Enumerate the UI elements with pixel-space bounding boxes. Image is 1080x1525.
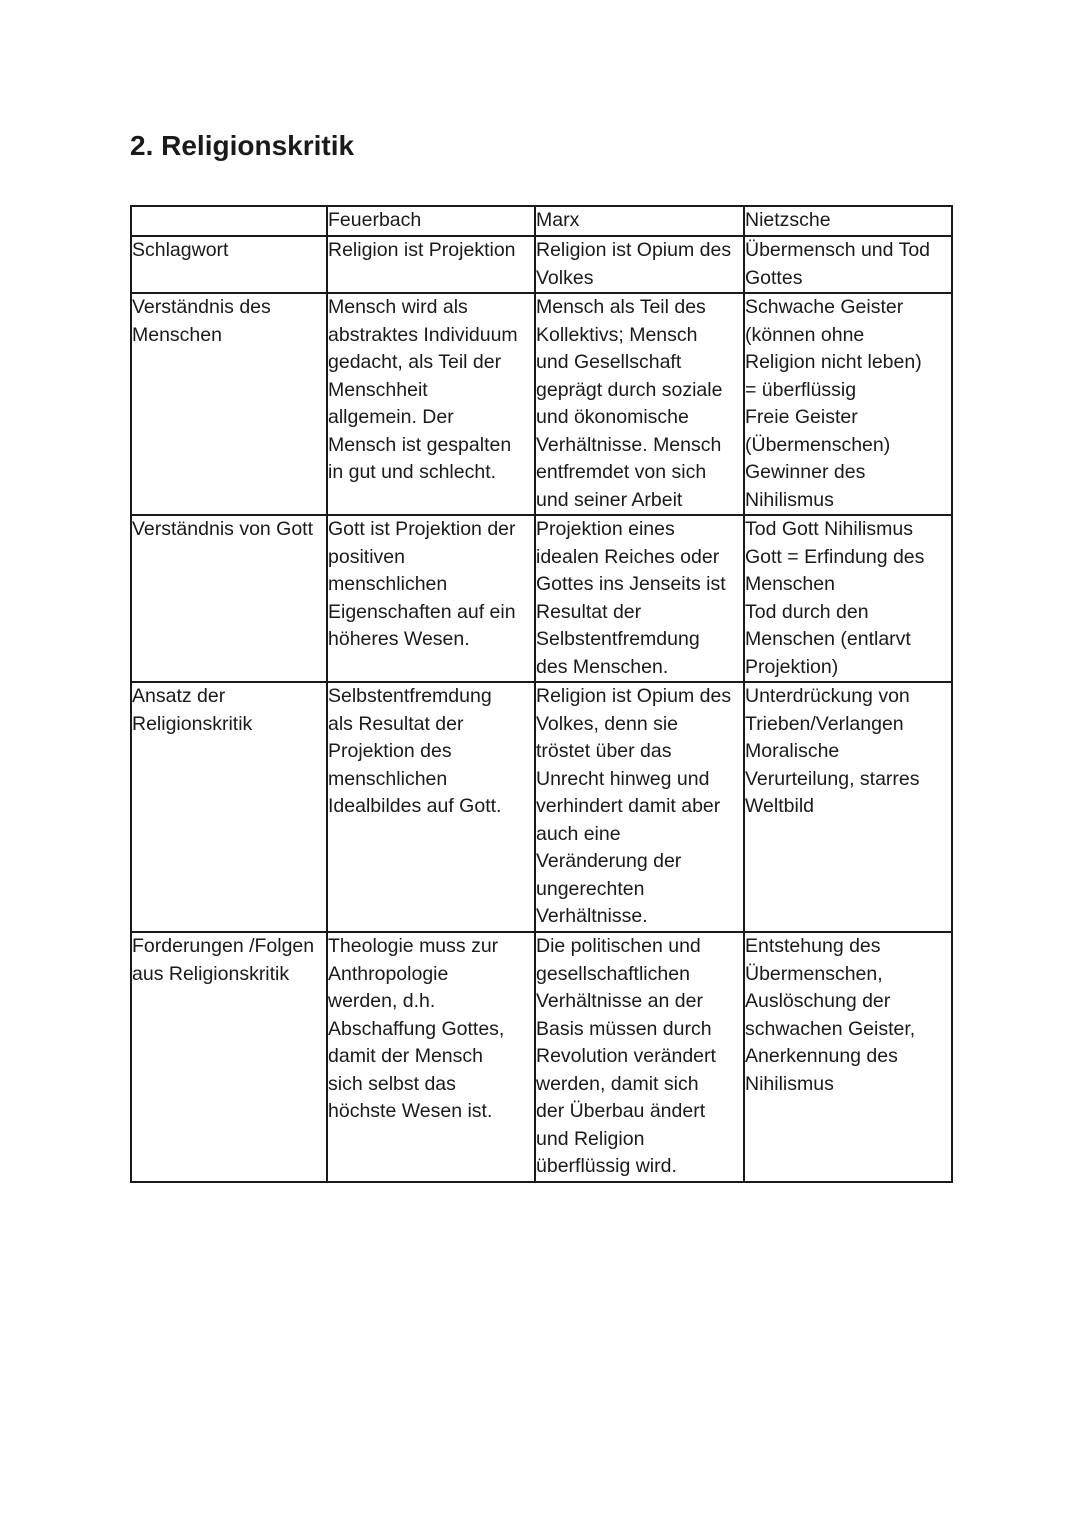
cell-marx: Die politischen und gesellschaftlichen Verhältnisse an der Basis müssen durch Revolution verändert werden, damit sich der Überbau ändert und Religion überflüssig wird.: [535, 932, 744, 1182]
row-label: Schlagwort: [131, 236, 327, 293]
cell-feuerbach: Mensch wird als abstraktes Individuum gedacht, als Teil der Menschheit allgemein. Der Mensch ist gespalten in gut und schlecht.: [327, 293, 535, 515]
cell-feuerbach: Gott ist Projektion der positiven menschlichen Eigenschaften auf ein höheres Wesen.: [327, 515, 535, 682]
header-cell-blank: [131, 206, 327, 236]
cell-marx: Religion ist Opium des Volkes: [535, 236, 744, 293]
table-header-row: [131, 206, 952, 236]
cell-nietzsche: Tod Gott Nihilismus Gott = Erfindung des Menschen Tod durch den Menschen (entlarvt Projektion): [744, 515, 952, 682]
cell-feuerbach: Theologie muss zur Anthropologie werden, d.h. Abschaffung Gottes, damit der Mensch sich selbst das höchste Wesen ist.: [327, 932, 535, 1182]
cell-nietzsche: Schwache Geister (können ohne Religion nicht leben) = überflüssig Freie Geister (Übermenschen) Gewinner des Nihilismus: [744, 293, 952, 515]
page-title: 2. Religionskritik: [130, 130, 355, 161]
header-cell-marx: Marx: [535, 206, 744, 236]
row-label: Verständnis von Gott: [131, 515, 327, 682]
table-row-ansatz: [131, 682, 952, 932]
table-row-verstaendnis-gott: [131, 515, 952, 682]
religionskritik-table: [130, 205, 953, 1183]
cell-feuerbach: Selbstentfremdung als Resultat der Projektion des menschlichen Idealbildes auf Gott.: [327, 682, 535, 932]
cell-marx: Projektion eines idealen Reiches oder Gottes ins Jenseits ist Resultat der Selbstentfremdung des Menschen.: [535, 515, 744, 682]
cell-marx: Religion ist Opium des Volkes, denn sie tröstet über das Unrecht hinweg und verhindert damit aber auch eine Veränderung der ungerechten Verhältnisse.: [535, 682, 744, 932]
cell-nietzsche: Übermensch und Tod Gottes: [744, 236, 952, 293]
table-row-schlagwort: [131, 236, 952, 293]
header-cell-feuerbach: Feuerbach: [327, 206, 535, 236]
row-label: Verständnis des Menschen: [131, 293, 327, 515]
cell-nietzsche: Unterdrückung von Trieben/Verlangen Moralische Verurteilung, starres Weltbild: [744, 682, 952, 932]
cell-feuerbach: Religion ist Projektion: [327, 236, 535, 293]
cell-nietzsche: Entstehung des Übermenschen, Auslöschung der schwachen Geister, Anerkennung des Nihilismus: [744, 932, 952, 1182]
row-label: Forderungen /Folgen aus Religionskritik: [131, 932, 327, 1182]
header-cell-nietzsche: Nietzsche: [744, 206, 952, 236]
table-row-verstaendnis-menschen: [131, 293, 952, 515]
cell-marx: Mensch als Teil des Kollektivs; Mensch und Gesellschaft geprägt durch soziale und ökonomische Verhältnisse. Mensch entfremdet von sich und seiner Arbeit: [535, 293, 744, 515]
row-label: Ansatz der Religionskritik: [131, 682, 327, 932]
table-row-forderungen: [131, 932, 952, 1182]
